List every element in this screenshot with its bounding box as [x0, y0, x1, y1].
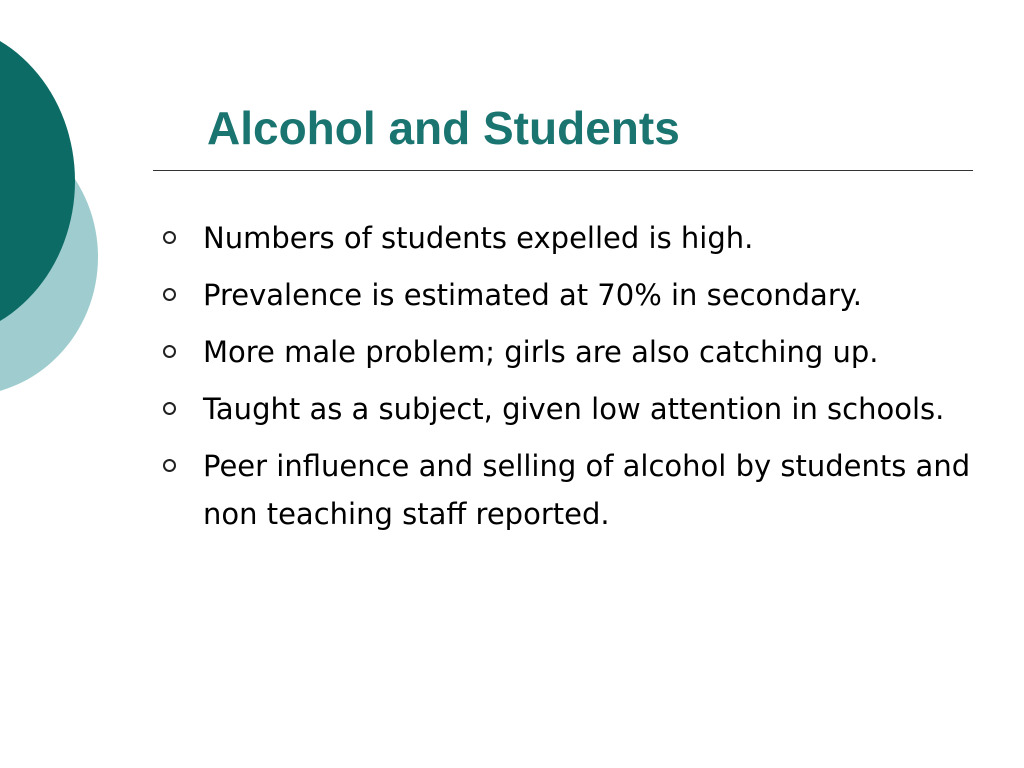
circle-bullet-icon	[163, 288, 176, 301]
circle-bullet-icon	[163, 231, 176, 244]
bullet-item	[163, 271, 983, 319]
bullet-item	[163, 385, 983, 433]
bullet-item	[163, 214, 983, 262]
circle-bullet-icon	[163, 402, 176, 415]
title-divider	[153, 170, 973, 171]
slide-title: Alcohol and Students	[207, 102, 680, 154]
circle-bullet-icon	[163, 345, 176, 358]
bullet-list	[163, 214, 983, 547]
bullet-text: Peer influence and selling of alcohol by students and non teaching staff reported.	[203, 449, 971, 531]
bullet-text: More male problem; girls are also catching up.	[203, 335, 879, 369]
bullet-text: Prevalence is estimated at 70% in secondary.	[203, 278, 862, 312]
bullet-text: Taught as a subject, given low attention in schools.	[203, 392, 945, 426]
bullet-text: Numbers of students expelled is high.	[203, 221, 754, 255]
bullet-item	[163, 442, 983, 538]
circle-bullet-icon	[163, 459, 176, 472]
bullet-item	[163, 328, 983, 376]
